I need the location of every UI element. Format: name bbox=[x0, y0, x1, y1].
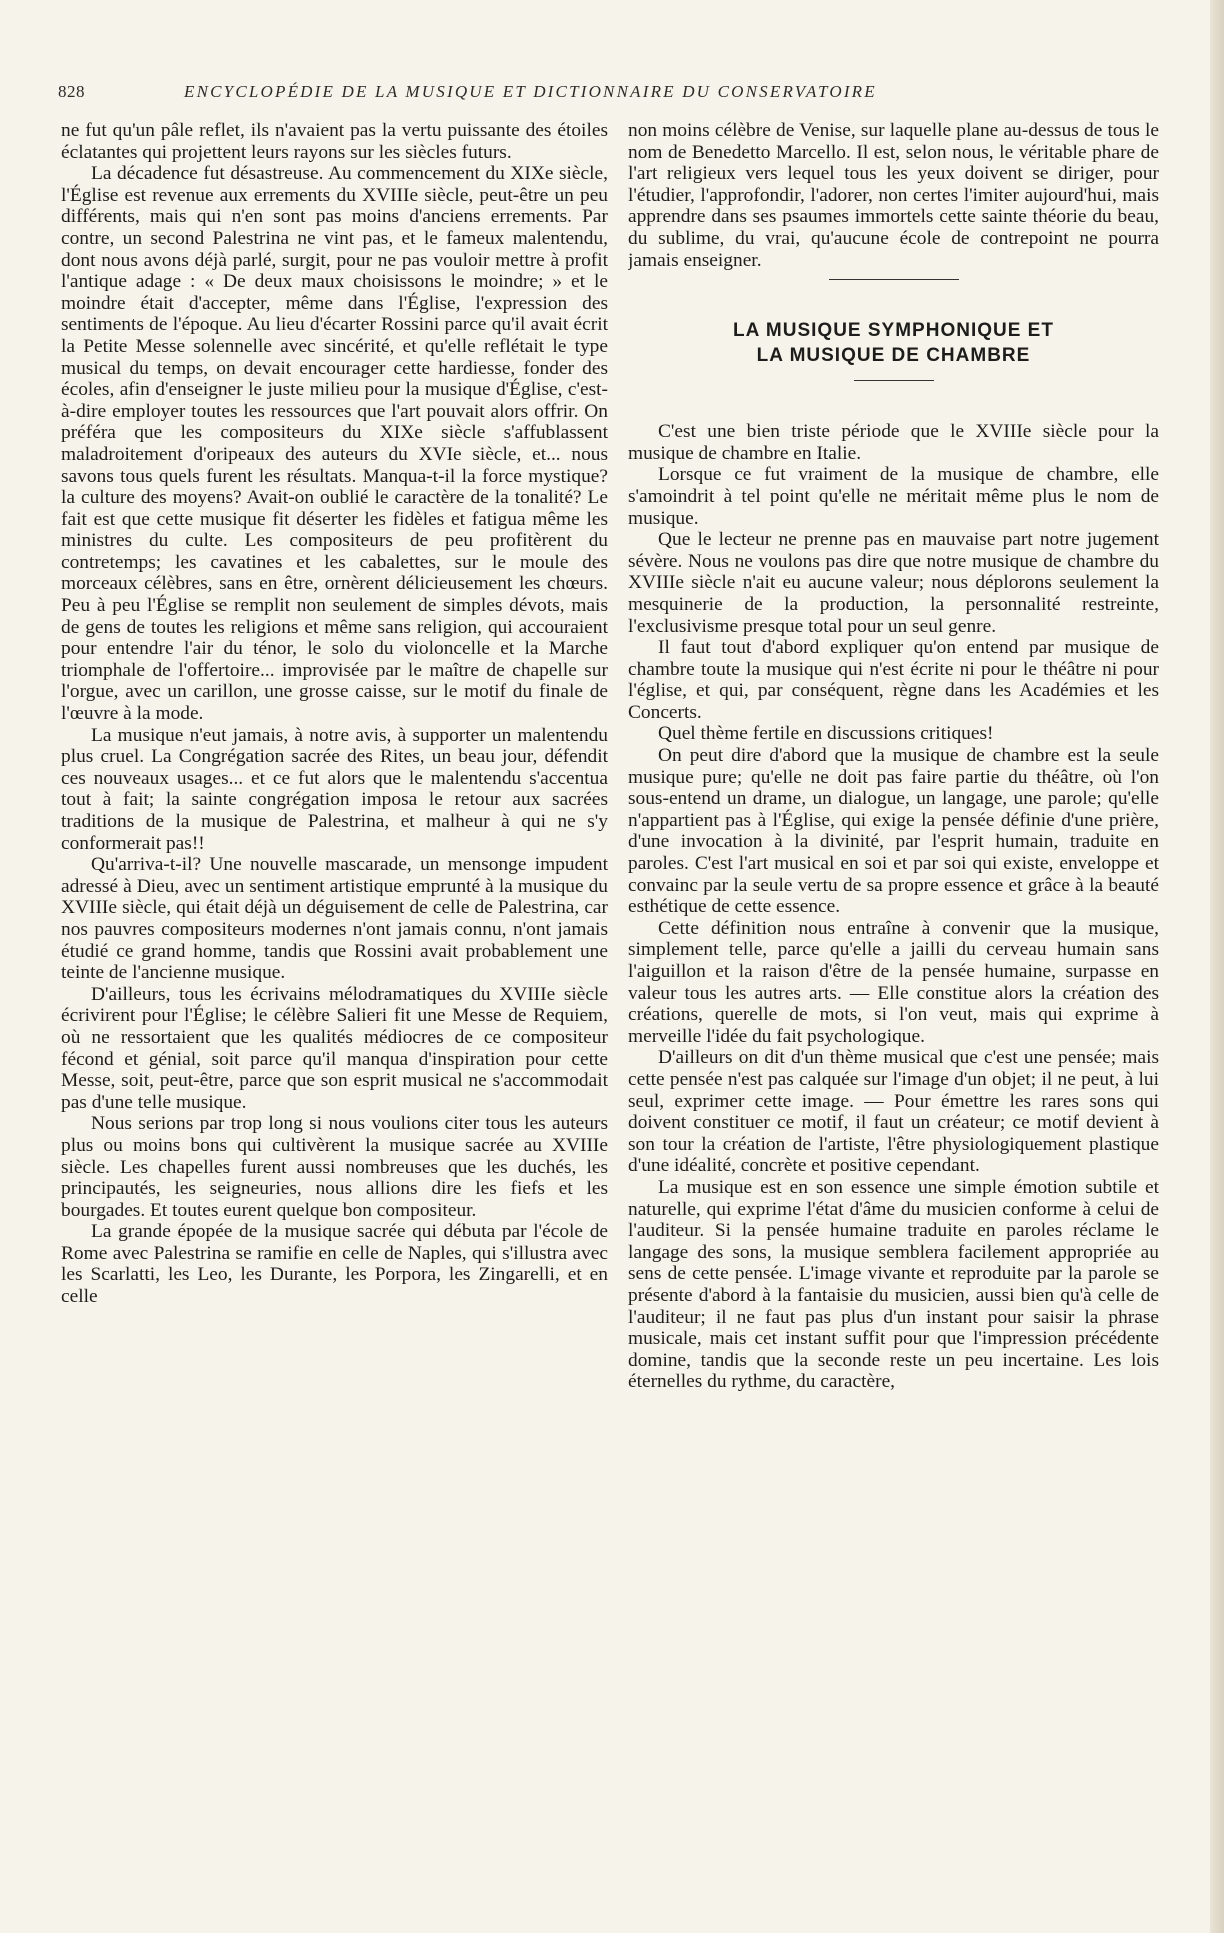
paragraph: La grande épopée de la musique sacrée qui débuta par l'école de Rome avec Palestrina se ramifie en celle de Naples, qui s'illustra avec les Scarlatti, les Leo, les Durante, les Porpora, les Zingarelli, et en celle bbox=[61, 1221, 608, 1308]
section-divider bbox=[829, 279, 959, 280]
running-header bbox=[58, 82, 1158, 102]
paragraph: Il faut tout d'abord expliquer qu'on entend par musique de chambre toute la musique qui n'est écrite ni pour le théâtre ni pour l'église, et qui, par conséquent, règne dans les Académies et les Concerts. bbox=[628, 637, 1159, 723]
paragraph: Qu'arriva-t-il? Une nouvelle mascarade, un mensonge impudent adressé à Dieu, avec un sentiment artistique emprunté à la musique du XVIIIe siècle, qui était déjà un déguisement de celle de Palestrina, car nos pauvres compositeurs modernes n'ont jamais connu, n'ont jamais étudié ce grand homme, tandis que Rossini avait probablement une teinte de l'ancienne musique. bbox=[61, 854, 608, 984]
paragraph: Cette définition nous entraîne à convenir que la musique, simplement telle, parce qu'elle a jailli du cerveau humain sans l'aiguillon et la raison d'être de la pensée humaine, surpasse en valeur tous les autres arts. — Elle constitue alors la création des créations, querelle de mots, si l'on veut, mais qui exprime à merveille l'idée du fait psychologique. bbox=[628, 917, 1159, 1047]
paragraph: Que le lecteur ne prenne pas en mauvaise part notre jugement sévère. Nous ne voulons pas dire que notre musique de chambre du XVIIIe siècle n'ait eu aucune valeur; nous déplorons seulement la mesquinerie de la production, la personnalité restreinte, l'exclusivisme presque total pour un seul genre. bbox=[628, 529, 1159, 637]
paragraph: Lorsque ce fut vraiment de la musique de chambre, elle s'amoindrit à tel point qu'elle ne méritait même plus le nom de musique. bbox=[628, 464, 1159, 529]
running-title: ENCYCLOPÉDIE DE LA MUSIQUE ET DICTIONNAIRE DU CONSERVATOIRE bbox=[184, 82, 877, 101]
paragraph: La décadence fut désastreuse. Au commencement du XIXe siècle, l'Église est revenue aux errements du XVIIIe siècle, peut-être un peu différents, mais qui n'en sont pas moins d'anciens errements. Par contre, un second Palestrina ne vint pas, et le fameux malentendu, dont nous avons déjà parlé, surgit, pour ne pas vouloir mettre à profit l'antique adage : « De deux maux choisissons le moindre; » et le moindre était d'accepter, même dans l'Église, l'expression des sentiments de l'époque. Au lieu d'écarter Rossini parce qu'il avait écrit la Petite Messe solennelle avec sincérité, et qu'elle reflétait le type musical du temps, on devait encourager cette hardiesse, fonder des écoles, afin d'enseigner le juste milieu pour la musique d'Église, c'est-à-dire employer toutes les ressources que l'art pouvait alors offrir. On préféra que les compositeurs du XIXe siècle s'affublassent maladroitement d'oripeaux des auteurs du XVIe siècle, et... nous savons tous quels furent les résultats. Manqua-t-il la force mystique? la culture des moyens? Avait-on oublié le caractère de la tonalité? Le fait est que cette musique fit déserter les fidèles et fatigua même les ministres du culte. Les compositeurs de peu profitèrent du contretemps; les cavatines et les cabalettes, sur le moule des morceaux célèbres, sans en être, ornèrent délicieusement les chœurs. Peu à peu l'Église se remplit non seulement de simples dévots, mais de gens de toutes les religions et même sans religion, qui accouraient pour entendre l'air du ténor, le solo du violoncelle et la Marche triomphale de l'offertoire... improvisée par le maître de chapelle sur l'orgue, avec un carillon, une grosse caisse, sur le motif du finale de l'œuvre à la mode. bbox=[61, 163, 608, 725]
page-edge-shadow bbox=[1210, 0, 1224, 1933]
paragraph: non moins célèbre de Venise, sur laquelle plane au-dessus de tous le nom de Benedetto Marcello. Il est, selon nous, le véritable phare de l'art religieux vers lequel tous les yeux doivent se diriger, pour l'étudier, l'approfondir, l'adorer, non certes l'imiter aujourd'hui, mais apprendre dans ses psaumes immortels cette sainte théorie du beau, du sublime, du vrai, qu'aucune école de contrepoint ne pourra jamais enseigner. bbox=[628, 120, 1159, 271]
paragraph: On peut dire d'abord que la musique de chambre est la seule musique pure; qu'elle ne doit pas faire partie du théâtre, où l'on sous-entend un drame, un dialogue, un langage, une parole; qu'elle n'appartient pas à l'Église, qui exige la pensée définie d'une prière, d'une invocation à la divinité, par l'esprit humain, traduite en paroles. C'est l'art musical en soi et par soi qui existe, enveloppe et convainc par la seule vertu de sa propre essence et grâce à la beauté esthétique de cette essence. bbox=[628, 745, 1159, 918]
left-column bbox=[61, 120, 608, 1915]
paragraph: Nous serions par trop long si nous voulions citer tous les auteurs plus ou moins bons qui cultivèrent la musique sacrée au XVIIIe siècle. Les chapelles furent aussi nombreuses que les duchés, les principautés, les seigneuries, nous allions dire les fiefs et les bourgades. Et toutes eurent quelque bon compositeur. bbox=[61, 1113, 608, 1221]
paragraph: ne fut qu'un pâle reflet, ils n'avaient pas la vertu puissante des étoiles éclatantes qui projettent leurs rayons sur les siècles futurs. bbox=[61, 120, 608, 163]
page-number: 828 bbox=[58, 82, 85, 101]
right-column bbox=[628, 120, 1159, 1915]
section-title: LA MUSIQUE SYMPHONIQUE ET bbox=[733, 320, 1054, 342]
paragraph: La musique n'eut jamais, à notre avis, à supporter un malentendu plus cruel. La Congrégation sacrée des Rites, un beau jour, défendit ces nouveaux usages... et ce fut alors que le malentendu s'accentua tout à fait; la sainte congrégation imposa le retour aux sacrées traditions de la musique de Palestrina, et malheur à qui ne s'y conformerait pas!! bbox=[61, 724, 608, 854]
paragraph: C'est une bien triste période que le XVIIIe siècle pour la musique de chambre en Italie. bbox=[628, 421, 1159, 464]
paragraph: D'ailleurs on dit d'un thème musical que c'est une pensée; mais cette pensée n'est pas calquée sur l'image d'un objet; il ne peut, à lui seul, exprimer cette image. — Pour émettre les rares sons qui doivent constituer ce motif, il faut un créateur; ce motif devient à son tour la création de l'artiste, l'être physiologiquement plastique d'une idéalité, concrète et positive cependant. bbox=[628, 1047, 1159, 1177]
title-rule bbox=[854, 380, 934, 381]
paragraph: Quel thème fertile en discussions critiques! bbox=[658, 723, 994, 745]
paragraph: D'ailleurs, tous les écrivains mélodramatiques du XVIIIe siècle écrivirent pour l'Église; le célèbre Salieri fit une Messe de Requiem, où ne ressortaient que les qualités médiocres de ce compositeur fécond et génial, soit parce qu'il manqua d'inspiration pour cette Messe, soit, peut-être, parce que son esprit musical ne s'accommodait pas d'une telle musique. bbox=[61, 983, 608, 1113]
paragraph: La musique est en son essence une simple émotion subtile et naturelle, qui exprime l'état d'âme du musicien conforme à celui de l'auditeur. Si la pensée humaine traduite en paroles réclame le langage des sons, la musique semblera facilement appropriée au sens de cette pensée. L'image vivante et reproduite par la parole se présente d'abord à la fantaisie du musicien, aussi bien qu'à celle de l'auditeur; il ne faut pas plus d'un instant pour saisir la phrase musicale, mais cet instant suffit pour que l'impression précédente domine, tandis que la seconde reste un peu incertaine. Les lois éternelles du rythme, du caractère, bbox=[628, 1176, 1159, 1393]
section-title: LA MUSIQUE DE CHAMBRE bbox=[756, 345, 1031, 367]
